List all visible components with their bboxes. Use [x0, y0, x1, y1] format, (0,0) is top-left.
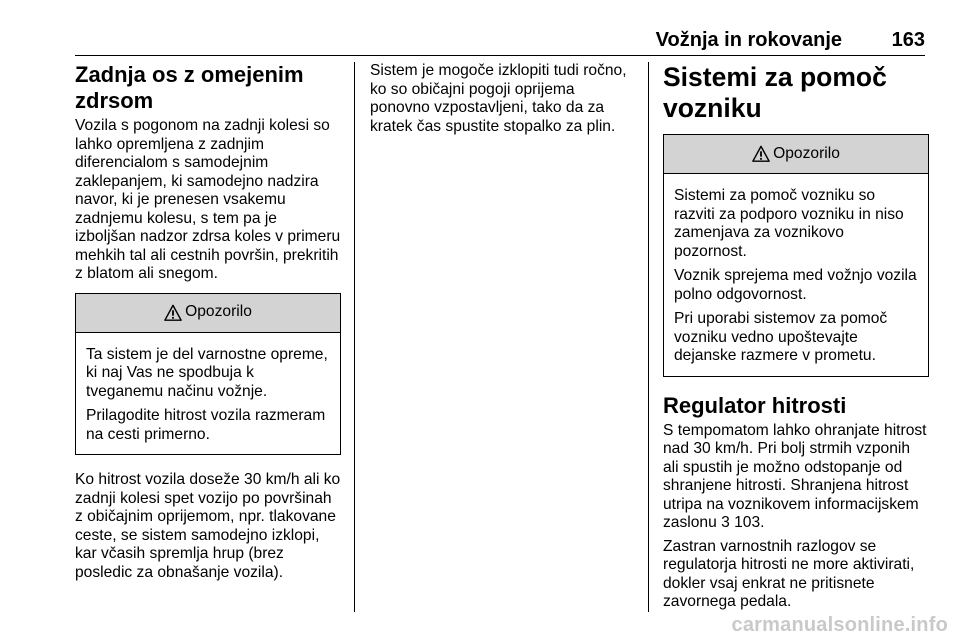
warning-header — [664, 135, 928, 174]
header-rule — [75, 55, 925, 56]
column-divider-1 — [354, 62, 355, 612]
column-2 — [370, 62, 636, 141]
chapter-title: Vožnja in rokovanje — [655, 29, 842, 51]
section-heading-driver-assistance: Sistemi za pomoč vozniku — [663, 62, 887, 123]
warning-box — [663, 134, 929, 377]
cruise-paragraph — [663, 422, 929, 533]
column-3 — [663, 62, 929, 617]
subheading-cruise-control: Regulator hitrosti — [663, 392, 847, 418]
warning-body — [76, 333, 340, 455]
warning-header — [76, 294, 340, 333]
warning-paragraph: Voznik sprejema med vožnjo vozila polno odgovornost. — [674, 267, 917, 303]
warning-title: Opozorilo — [185, 303, 252, 321]
safety-paragraph: Zastran varnostnih razlogov se regulatorja hitrosti ne more aktivirati, dokler vsaj enkrat ne pritisnete zavornega pedala. — [663, 537, 915, 610]
cruise-text: S tempomatom lahko ohranjate hitrost nad 30 km/h. Pri bolj strmih vzponih ali spustih je možno odstopanje od shranjene hitrosti. Shranjena hitrost utripa na voznikovem informacijskem zaslonu — [663, 421, 927, 531]
section-heading-limited-slip: Zadnja os z omejenim zdrsom — [75, 62, 304, 113]
warning-triangle-icon — [164, 304, 182, 322]
outro-paragraph: Ko hitrost vozila doseže 30 km/h ali ko zadnji kolesi spet vozijo po površinah z običajnim oprijemom, npr. tlakovane ceste, se sistem samodejno izklopi, kar včasih spremlja hrup (brez posledic za obnašanje vozila). — [75, 471, 341, 581]
warning-paragraph: Sistemi za pomoč vozniku so razviti za podporo vozniku in niso zamenjava za voznikovo pozornost. — [674, 187, 904, 260]
column-1 — [75, 62, 341, 587]
warning-body — [664, 174, 928, 376]
watermark-text: carmanualsonline.info — [731, 614, 948, 636]
column-divider-2 — [648, 62, 649, 612]
page-reference-link[interactable]: 3 103. — [721, 514, 765, 531]
intro-paragraph: Vozila s pogonom na zadnji kolesi so lahko opremljena z zadnjim diferencialom s samodejnim zaklepanjem, ki samodejno nadzira navor, ki je prenesen vsakemu zadnjemu kolesu, s tem pa je izboljšan nadzor zdrsa koles v primeru mehkih tal ali cestnih površin, prekritih z blatom ali snegom. — [75, 117, 341, 282]
warning-title: Opozorilo — [773, 144, 840, 162]
warning-triangle-icon — [752, 145, 770, 163]
body-paragraph: Sistem je mogoče izklopiti tudi ročno, ko so običajni pogoji oprijema ponovno vzpostavljeni, tako da za kratek čas spustite stopalko za plin. — [370, 62, 627, 135]
page-number: 163 — [891, 29, 925, 51]
warning-paragraph: Pri uporabi sistemov za pomoč vozniku vedno upoštevajte dejanske razmere v prometu. — [674, 310, 888, 364]
warning-paragraph: Prilagodite hitrost vozila razmeram na cesti primerno. — [86, 407, 326, 443]
warning-box — [75, 293, 341, 456]
warning-paragraph: Ta sistem je del varnostne opreme, ki naj Vas ne spodbuja k tveganemu načinu vožnje. — [86, 345, 328, 400]
